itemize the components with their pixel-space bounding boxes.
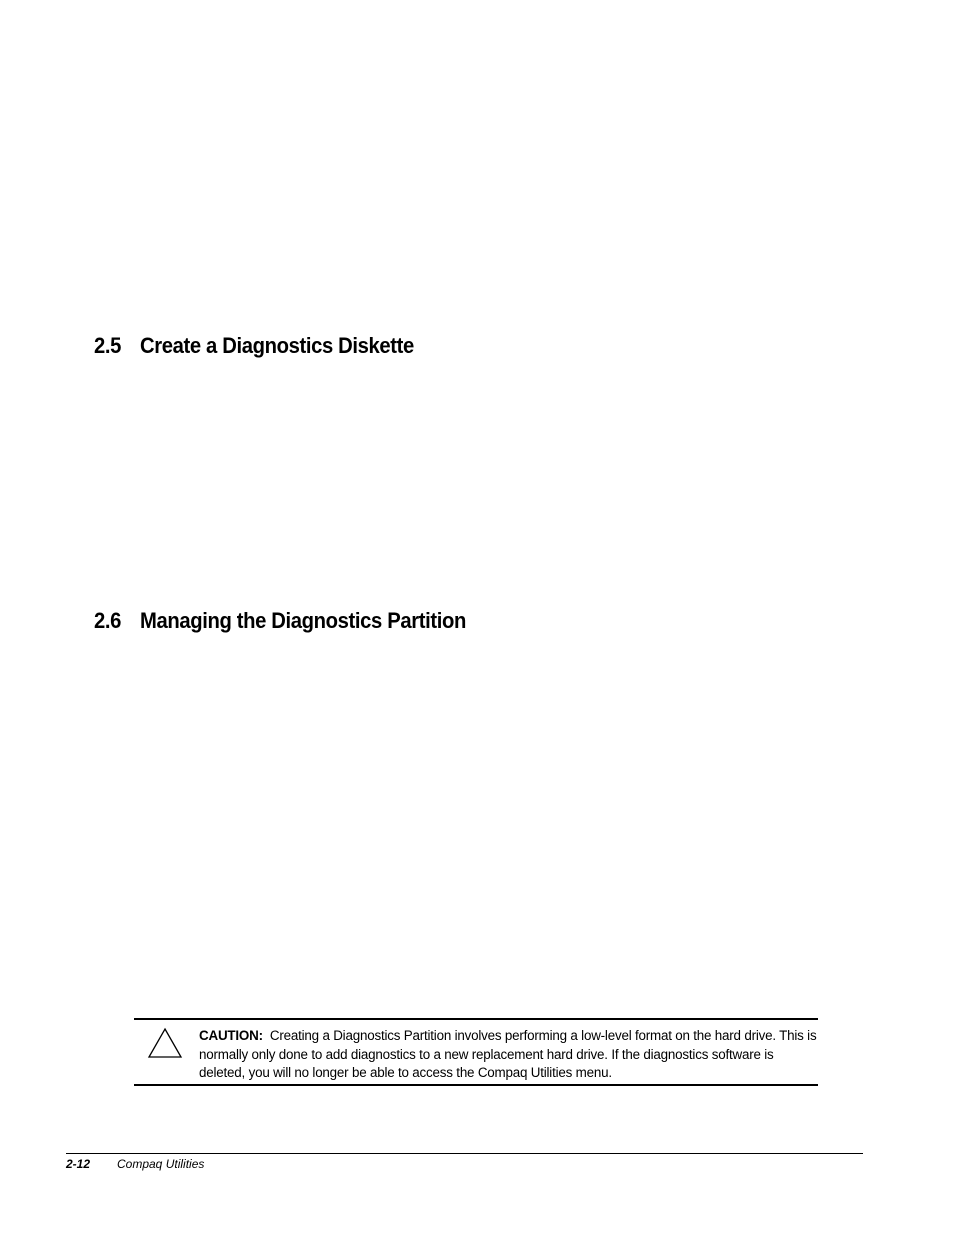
footer-divider — [66, 1153, 863, 1154]
section-heading-2-5 — [94, 333, 414, 359]
caution-text — [199, 1027, 819, 1083]
section-title: Managing the Diagnostics Partition — [140, 608, 466, 633]
section-title: Create a Diagnostics Diskette — [140, 333, 414, 358]
warning-triangle-icon — [147, 1027, 183, 1059]
section-heading-2-6 — [94, 608, 466, 634]
caution-label: CAUTION: — [199, 1028, 263, 1043]
section-number: 2.6 — [94, 608, 122, 633]
caution-notice — [134, 1018, 818, 1086]
section-number: 2.5 — [94, 333, 122, 358]
footer-page-number: 2-12 — [66, 1157, 91, 1171]
footer-title: Compaq Utilities — [117, 1157, 205, 1171]
caution-body: Creating a Diagnostics Partition involves performing a low-level format on the hard drive. This is normally only done to add diagnostics to a new replacement hard drive. If the diagnostics software is deleted, you will no longer be able to access the Compaq Utilities menu. — [199, 1028, 817, 1080]
